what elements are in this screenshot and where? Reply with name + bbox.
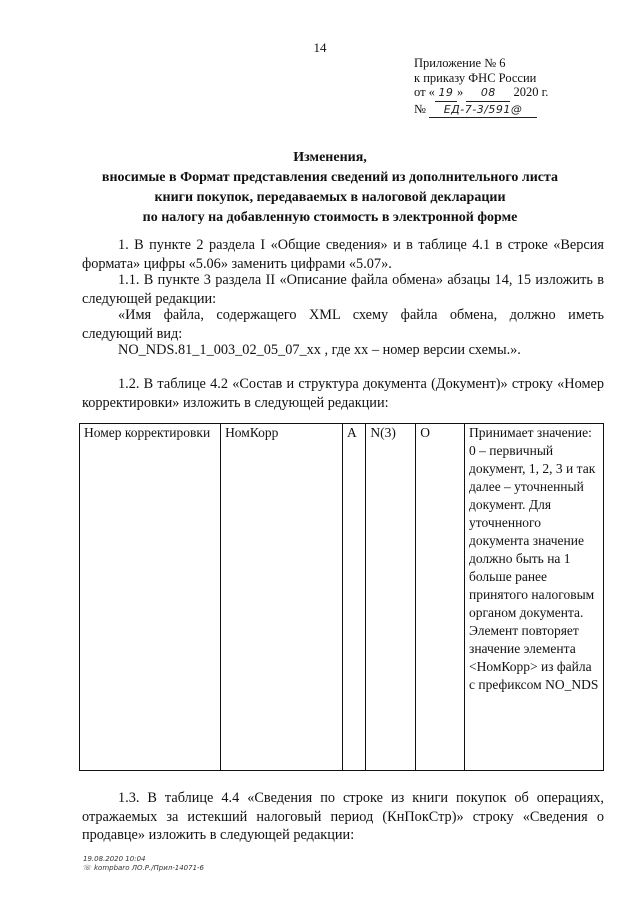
footer-stamp xyxy=(83,855,204,873)
title-line-3: книги покупок, передаваемых в налоговой декларации xyxy=(154,190,506,205)
cell-element-name: Номер корректировки xyxy=(80,424,221,771)
cell-element-description: Принимает значение: 0 – первичный документ, 1, 2, 3 и так далее – уточненный документ. Для уточненного документа значение должно быть на 1 больше ранее принятого налоговым органом документа. Элемент повторяет значение элемента <НомКорр> из файла с префиксом NO_NDS xyxy=(464,424,603,771)
cell-element-code: НомКорр xyxy=(221,424,343,771)
paragraph-1-3: 1.3. В таблице 4.4 «Сведения по строке из книги покупок об операциях, отражаемых за истекший налоговый период (КнПокСтр)» строку «Сведения о продавце» изложить в следующей редакции: xyxy=(82,790,604,843)
date-month: 08 xyxy=(466,86,510,102)
paragraph-quote: «Имя файла, содержащего XML схему файла обмена, должно иметь следующий вид: xyxy=(82,307,604,342)
cell-element-type: А xyxy=(343,424,366,771)
date-mid: » xyxy=(456,85,464,99)
appendix-title: Приложение № 6 xyxy=(414,56,506,70)
date-day: 19 xyxy=(435,86,457,102)
cell-element-required: О xyxy=(416,424,465,771)
appendix-number xyxy=(414,102,548,119)
cell-element-format: N(3) xyxy=(366,424,416,771)
footer-file-ref: ☏ kompbaro ЛО.Р./Прил-14071-6 xyxy=(83,864,205,872)
footer-timestamp: 19.08.2020 10:04 xyxy=(83,855,146,863)
date-prefix: от « xyxy=(414,85,435,99)
number-value: ЕД-7-3/591@ xyxy=(429,103,537,119)
document-structure-table xyxy=(79,423,604,771)
paragraph-filename: NO_NDS.81_1_003_02_05_07_xx , где хх – номер версии схемы.». xyxy=(118,342,521,358)
table-row xyxy=(80,424,604,771)
paragraph-1: 1. В пункте 2 раздела I «Общие сведения» и в таблице 4.1 в строке «Версия формата» цифры «5.06» заменить цифрами «5.07». xyxy=(82,237,604,272)
date-year: 2020 г. xyxy=(513,85,549,99)
number-prefix: № xyxy=(414,101,426,116)
title-line-2: вносимые в Формат представления сведений из дополнительного листа xyxy=(101,170,559,185)
title-line-1: Изменения, xyxy=(293,150,367,165)
paragraph-1-1: 1.1. В пункте 3 раздела II «Описание файла обмена» абзацы 14, 15 изложить в следующей редакции: xyxy=(82,272,604,307)
appendix-order-ref: к приказу ФНС России xyxy=(414,70,537,85)
appendix-date xyxy=(414,85,548,102)
title-line-4: по налогу на добавленную стоимость в электронной форме xyxy=(142,210,518,225)
document-title xyxy=(60,148,600,228)
page-number: 14 xyxy=(313,40,327,55)
paragraph-1-2: 1.2. В таблице 4.2 «Состав и структура документа (Документ)» строку «Номер корректировки» изложить в следующей редакции: xyxy=(82,376,604,411)
appendix-block xyxy=(414,56,548,118)
